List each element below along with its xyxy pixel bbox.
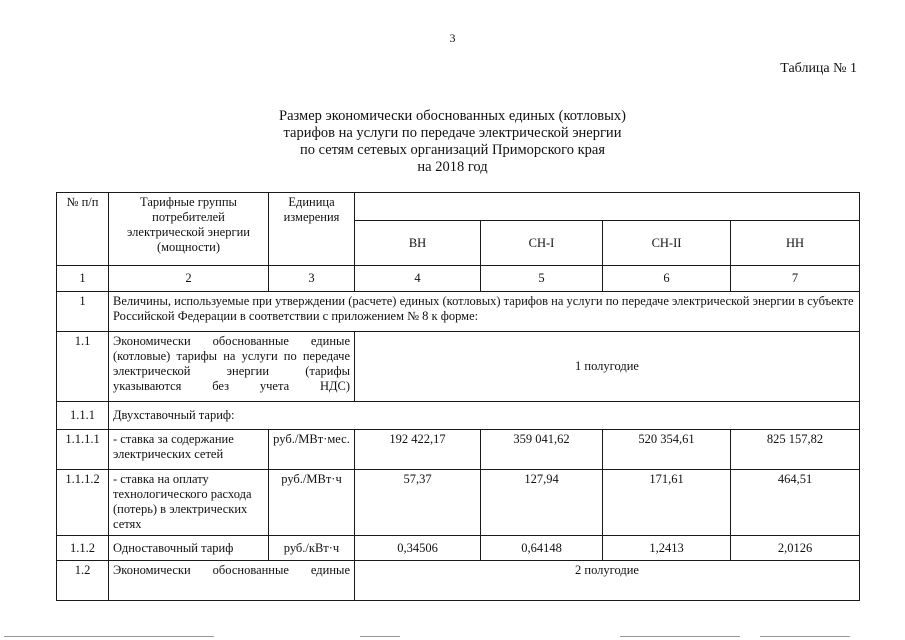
- column-number: 5: [481, 266, 603, 292]
- header-level-sn2: СН-II: [603, 221, 731, 266]
- title-line-4: на 2018 год: [417, 159, 488, 175]
- row-num: 1.1.1.2: [57, 470, 109, 536]
- title-line-3: по сетям сетевых организаций Приморского края: [299, 142, 606, 158]
- header-level-nn: НН: [731, 221, 860, 266]
- value-sn1: 127,94: [481, 470, 603, 536]
- value-nn: 2,0126: [731, 536, 860, 561]
- column-number: 7: [731, 266, 860, 292]
- value-vn: 192 422,17: [355, 430, 481, 470]
- row-num: 1.2: [57, 561, 109, 601]
- value-sn2: 520 354,61: [603, 430, 731, 470]
- row-text: - ставка за содержание электрических сетей: [109, 430, 269, 470]
- document-title: [0, 108, 905, 176]
- table-row: [57, 332, 860, 402]
- page-number: 3: [449, 31, 456, 45]
- row-num: 1.1.1: [57, 402, 109, 430]
- row-num: 1.1.1.1: [57, 430, 109, 470]
- header-num: № п/п: [57, 193, 109, 266]
- value-sn2: 171,61: [603, 470, 731, 536]
- title-line-1: Размер экономически обоснованных единых (котловых): [279, 108, 626, 124]
- header-level-sn1: СН-I: [481, 221, 603, 266]
- row-text: - ставка на оплату технологического расхода (потерь) в электрических сетях: [109, 470, 269, 536]
- row-text: Двухставочный тариф:: [109, 402, 860, 430]
- column-number: 4: [355, 266, 481, 292]
- header-voltage-group: [355, 193, 860, 221]
- table-header-row: [57, 193, 860, 221]
- value-nn: 464,51: [731, 470, 860, 536]
- value-sn1: 359 041,62: [481, 430, 603, 470]
- column-number-row: [57, 266, 860, 292]
- table-row: [57, 402, 860, 430]
- period-label: 1 полугодие: [355, 332, 860, 402]
- period-label: 2 полугодие: [355, 561, 860, 601]
- value-vn: 0,34506: [355, 536, 481, 561]
- column-number: 1: [57, 266, 109, 292]
- table-row: [57, 292, 860, 332]
- row-unit: руб./МВт·ч: [269, 470, 355, 536]
- scan-edge: [0, 632, 905, 640]
- row-text: Одноставочный тариф: [109, 536, 269, 561]
- table-label: Таблица № 1: [780, 61, 857, 76]
- row-unit: руб./кВт·ч: [269, 536, 355, 561]
- value-sn2: 1,2413: [603, 536, 731, 561]
- column-number: 6: [603, 266, 731, 292]
- row-num: 1.1.2: [57, 536, 109, 561]
- value-nn: 825 157,82: [731, 430, 860, 470]
- header-groups: Тарифные группы потребителей электрической энергии (мощности): [109, 193, 269, 266]
- row-unit: руб./МВт·мес.: [269, 430, 355, 470]
- value-vn: 57,37: [355, 470, 481, 536]
- value-sn1: 0,64148: [481, 536, 603, 561]
- row-text: Экономически обоснованные единые: [109, 561, 355, 601]
- header-unit: Единица измерения: [269, 193, 355, 266]
- table-row: [57, 470, 860, 536]
- column-number: 2: [109, 266, 269, 292]
- row-text: Величины, используемые при утверждении (расчете) единых (котловых) тарифов на услуги по передаче электрической энергии в субъекте Российской Федерации в соответствии с приложением № 8 к форме:: [109, 292, 860, 332]
- row-num: 1: [57, 292, 109, 332]
- header-level-vn: ВН: [355, 221, 481, 266]
- column-number: 3: [269, 266, 355, 292]
- table-row: [57, 561, 860, 601]
- row-num: 1.1: [57, 332, 109, 402]
- table-row: [57, 536, 860, 561]
- tariff-table: [56, 192, 860, 601]
- title-line-2: тарифов на услуги по передаче электрической энергии: [283, 125, 622, 141]
- table-row: [57, 430, 860, 470]
- row-text: Экономически обоснованные единые (котловые) тарифы на услуги по передаче электрической энергии (тарифы указываются без учета НДС): [109, 332, 355, 402]
